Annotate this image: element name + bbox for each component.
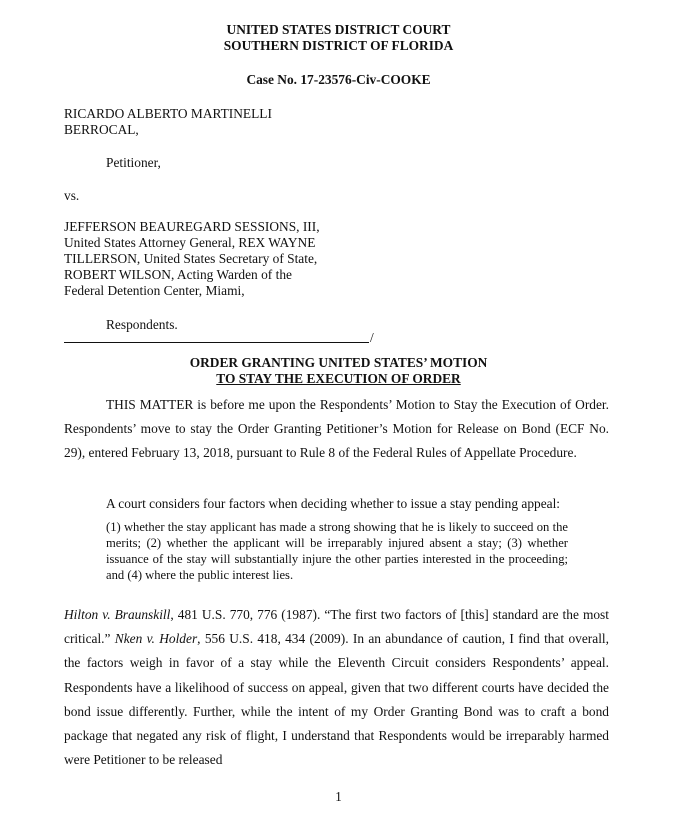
citation-text: , 556 U.S. 418, 434 (2009). In an abundance of caution, I find that overall, the factors weigh in favor of a stay while the Eleventh Circuit considers Respondents’ appeal. Respondents have a likelihood of success on appeal, given that two different courts have decided the bond issue differently. Further, while the intent of my Order Granting Bond was to craft a bond package that negated any risk of flight, I understand that Respondents would be irreparably harmed were Petitioner to be released [64,631,609,768]
paragraph-text: THIS MATTER is before me upon the Respondents’ Motion to Stay the Execution of Order. Respondents’ move to stay the Order Granting Petitioner’s Motion for Release on Bond (ECF No. 29), entered February 13, 2018, pursuant to Rule 8 of the Federal Rules of Appellate Procedure. [64,397,609,461]
respondents-line: JEFFERSON BEAUREGARD SESSIONS, III, [64,219,320,234]
petitioner-role: Petitioner, [106,155,161,170]
petitioner-name-line: BERROCAL, [64,122,139,137]
order-title-line2: TO STAY THE EXECUTION OF ORDER [216,371,461,386]
block-quote-intro: A court considers four factors when deciding whether to issue a stay pending appeal: [106,496,561,511]
court-name: UNITED STATES DISTRICT COURT [226,22,451,37]
petitioner-name [64,106,272,138]
body-paragraph-1 [64,393,609,466]
block-quote: (1) whether the stay applicant has made a strong showing that he is likely to succeed on the merits; (2) whether the applicant will be irreparably injured absent a stay; (3) whether issuance of the stay will substantially injure the other parties interested in the proceeding; and (4) where the public interest lies. [106,520,568,582]
case-citation: Nken v. Holder [114,631,198,647]
respondents-role: Respondents. [106,317,178,332]
order-title-line1: ORDER GRANTING UNITED STATES’ MOTION [189,355,488,370]
caption-rule-end: / [370,330,374,345]
court-heading [0,22,677,54]
page-number: 1 [335,789,342,804]
respondents-names [64,219,320,299]
body-paragraph-2 [64,603,609,772]
respondents-line: TILLERSON, United States Secretary of State, [64,251,318,266]
petitioner-name-line: RICARDO ALBERTO MARTINELLI [64,106,272,121]
case-citation: Hilton v. Braunskill [64,607,171,622]
case-number: Case No. 17-23576-Civ-COOKE [246,72,431,87]
caption-rule [64,342,369,343]
citation-text: , 481 U.S. 770, 776 (1987). “The first two factors of [this] standard are the most critical.” [64,607,609,647]
respondents-line: United States Attorney General, REX WAYNE [64,235,316,250]
court-district: SOUTHERN DISTRICT OF FLORIDA [223,38,454,53]
respondents-line: Federal Detention Center, Miami, [64,283,245,298]
paragraph-text [64,603,609,772]
versus: vs. [64,188,80,203]
respondents-line: ROBERT WILSON, Acting Warden of the [64,267,292,282]
order-title [0,355,677,387]
